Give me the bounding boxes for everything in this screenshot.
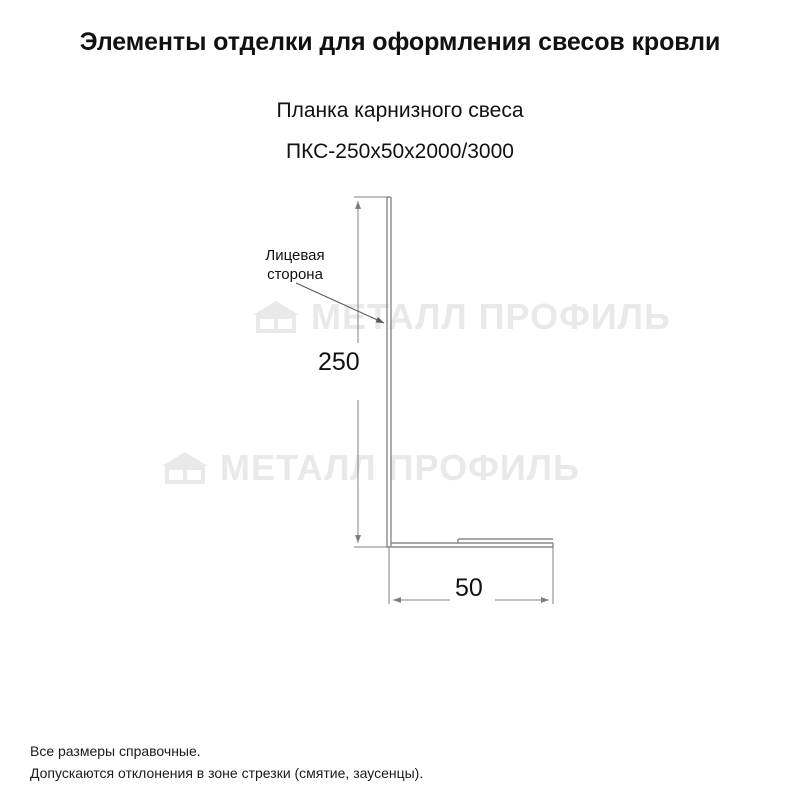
watermark-text: МЕТАЛЛ ПРОФИЛЬ [311, 296, 671, 337]
dimension-height-value: 250 [318, 348, 360, 376]
profile-outline [387, 197, 553, 547]
face-side-label-line2: сторона [267, 266, 323, 283]
dimension-width-value: 50 [455, 574, 483, 602]
footnote-line-1: Все размеры справочные. [30, 743, 201, 759]
face-side-label-line1: Лицевая [265, 247, 325, 264]
product-code: ПКС-250x50x2000/3000 [286, 140, 514, 163]
page-title: Элементы отделки для оформления свесов кровли [79, 28, 721, 56]
face-side-label [249, 246, 341, 284]
footnotes [30, 740, 423, 784]
watermark-text: МЕТАЛЛ ПРОФИЛЬ [220, 447, 580, 488]
footnote-line-2: Допускаются отклонения в зоне стрезки (смятие, заусенцы). [30, 765, 424, 781]
product-name: Планка карнизного свеса [276, 99, 524, 122]
face-side-leader-line [296, 283, 384, 323]
